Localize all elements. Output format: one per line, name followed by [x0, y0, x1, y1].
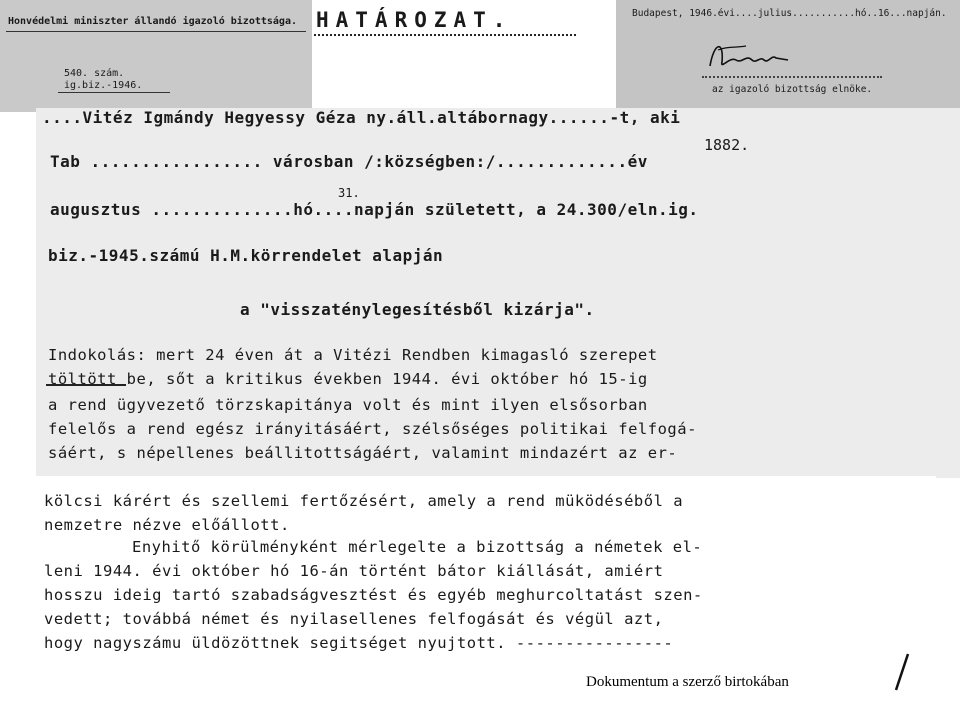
- mitigation-line-5: hogy nagyszámu üldözöttnek segitséget nyujtott. ----------------: [44, 634, 674, 652]
- reasoning-line-3: a rend ügyvezető törzskapitánya volt és mint ilyen elsősorban: [48, 396, 648, 414]
- mitigation-fragment: [36, 476, 936, 690]
- verdict-line: a "visszaténylegesítésből kizárja".: [240, 300, 595, 319]
- mitigation-line-2: leni 1944. évi október hó 16-án történt bátor kiállását, amiért: [44, 562, 664, 580]
- continuation-line-2: nemzetre nézve előállott.: [44, 516, 290, 534]
- birth-year: 1882.: [704, 136, 750, 154]
- reasoning-line-1: Indokolás: mert 24 éven át a Vitézi Rendben kimagasló szerepet: [48, 346, 658, 364]
- mitigation-line-1: Enyhitő körülményként mérlegelte a bizottság a németek el-: [132, 538, 703, 556]
- pen-mark-icon: [892, 652, 910, 692]
- birth-day: 31.: [338, 186, 360, 200]
- date-signature-fragment: [616, 0, 960, 108]
- chairman-signature: [706, 36, 796, 76]
- signature-dotted-line: [702, 76, 882, 78]
- reasoning-line-5: sáért, s népellenes beállitottságáért, valamint mindazért az er-: [48, 444, 678, 462]
- decree-line: biz.-1945.számú H.M.körrendelet alapján: [48, 246, 444, 265]
- mitigation-line-3: hosszu ideig tartó szabadságvesztést és egyéb meghurcoltatást szen-: [44, 586, 703, 604]
- ministry-name: Honvédelmi miniszter állandó igazoló bizottsága.: [8, 16, 297, 27]
- reference-number: 540. szám.: [64, 68, 125, 79]
- document-title: HATÁROZAT.: [316, 8, 513, 32]
- chairman-caption: az igazoló bizottság elnöke.: [712, 84, 873, 95]
- birthplace-line: Tab ................. városban /:községben:/.............év: [50, 152, 648, 171]
- reference-underline: [58, 92, 170, 93]
- subject-line: ....Vitéz Igmándy Hegyessy Géza ny.áll.altábornagy......-t, aki: [42, 108, 681, 127]
- reasoning-line-4: felelős a rend egész irányitásáért, szélsőséges politikai felfogá-: [48, 420, 697, 438]
- ministry-header-fragment: [0, 0, 312, 112]
- decision-body-fragment: [36, 108, 960, 478]
- birthdate-line: augusztus ..............hó....napján született, a 24.300/eln.ig.: [50, 200, 699, 219]
- ministry-underline: [6, 31, 306, 32]
- place-and-date: Budapest, 1946.évi....julius...........hó..16...napján.: [632, 8, 947, 19]
- source-credit: Dokumentum a szerző birtokában: [586, 674, 789, 690]
- title-fragment: [312, 0, 616, 42]
- title-underline: [314, 34, 576, 36]
- mitigation-line-4: vedett; továbbá német és nyilasellenes felfogását és végül azt,: [44, 610, 664, 628]
- reference-series: ig.biz.-1946.: [64, 80, 143, 91]
- continuation-line-1: kölcsi kárért és szellemi fertőzésért, amely a rend müködéséből a: [44, 492, 684, 510]
- reasoning-line-2: töltött be, sőt a kritikus években 1944. évi október hó 15-ig: [48, 370, 648, 388]
